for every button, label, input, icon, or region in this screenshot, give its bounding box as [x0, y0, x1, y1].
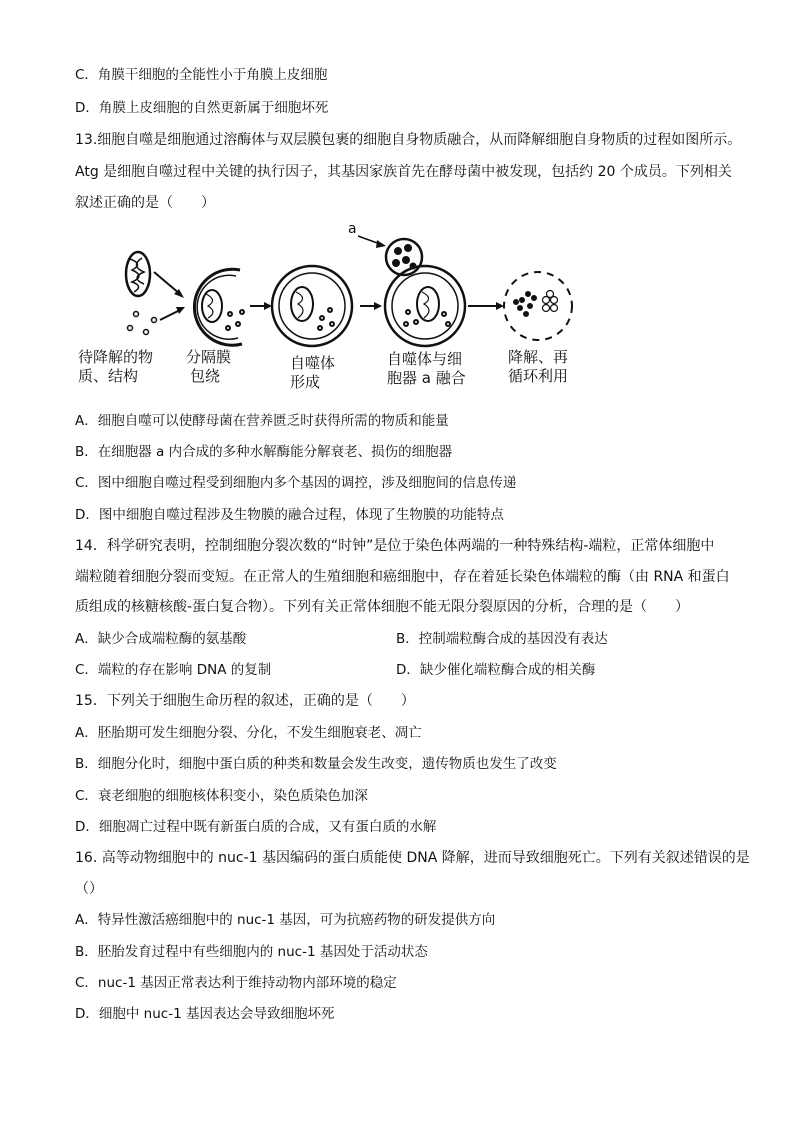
q15-option-d: D．细胞凋亡过程中既有新蛋白质的合成，又有蛋白质的水解: [75, 819, 437, 835]
q13-option-a: A．细胞自噬可以使酵母菌在营养匮乏时获得所需的物质和能量: [75, 413, 449, 429]
caption-stage-2-line-2: 包绕: [190, 367, 221, 385]
q13-stem-line-2: Atg 是细胞自噬过程中关键的执行因子，其基因家族首先在酵母菌中被发现，包括约 20 个成员。下列相关: [75, 164, 732, 180]
caption-stage-1-line-1: 待降解的物: [78, 348, 154, 366]
caption-stage-1-line-2: 质、结构: [78, 367, 139, 385]
caption-stage-3: [290, 354, 335, 392]
q13-option-b: B．在细胞器 a 内合成的多种水解酶能分解衰老、损伤的细胞器: [75, 444, 453, 460]
caption-stage-4-line-1: 自噬体与细: [387, 350, 463, 368]
q15-option-b: B．细胞分化时，细胞中蛋白质的种类和数量会发生改变，遗传物质也发生了改变: [75, 756, 557, 772]
q14-option-b: B．控制端粒酶合成的基因没有表达: [396, 631, 608, 647]
fused-autolysosome-icon: [385, 266, 465, 346]
q12-option-d: D．角膜上皮细胞的自然更新属于细胞坏死: [75, 100, 329, 116]
q13-stem-line-1: 13.细胞自噬是细胞通过溶酶体与双层膜包裹的细胞自身物质融合，从而降解细胞自身物质的过程如图所示。: [75, 132, 742, 148]
q16-option-a: A．特异性激活癌细胞中的 nuc-1 基因，可为抗癌药物的研发提供方向: [75, 912, 496, 928]
arrow-1b: [160, 310, 180, 320]
mitochondrion-icon: [126, 252, 150, 296]
q16-option-b: B．胚胎发育过程中有些细胞内的 nuc-1 基因处于活动状态: [75, 944, 428, 960]
q16-stem-line-2: （）: [75, 881, 103, 897]
q14-option-d: D．缺少催化端粒酶合成的相关酶: [396, 662, 596, 678]
q15-option-a: A．胚胎期可发生细胞分裂、分化，不发生细胞衰老、凋亡: [75, 725, 422, 741]
caption-stage-2: [186, 348, 231, 386]
caption-stage-4-line-2: 胞器 a 融合: [387, 369, 466, 387]
caption-stage-5-line-2: 循环利用: [508, 367, 569, 385]
autophagosome-icon: [272, 266, 352, 346]
caption-stage-5: [508, 348, 568, 386]
label-a: a: [348, 221, 357, 237]
isolation-membrane-icon: [194, 269, 244, 345]
q16-option-c: C．nuc-1 基因正常表达利于维持动物内部环境的稳定: [75, 975, 397, 991]
autophagy-diagram: [70, 214, 590, 394]
q16-option-d: D．细胞中 nuc-1 基因表达会导致细胞坏死: [75, 1006, 335, 1022]
q14-stem-line-2: 端粒随着细胞分裂而变短。在正常人的生殖细胞和癌细胞中，存在着延长染色体端粒的酶（由 RNA 和蛋白: [75, 569, 730, 585]
q15-stem: 15．下列关于细胞生命历程的叙述，正确的是（ ）: [75, 693, 415, 709]
arrow-1a: [154, 272, 180, 294]
caption-stage-1: [78, 348, 153, 386]
q16-stem-line-1: 16. 高等动物细胞中的 nuc-1 基因编码的蛋白质能使 DNA 降解，进而导致细胞死亡。下列有关叙述错误的是: [75, 850, 750, 866]
q14-stem-line-3: 质组成的核糖核酸-蛋白复合物）。下列有关正常体细胞不能无限分裂原因的分析，合理的是（ ）: [75, 599, 690, 615]
q15-option-c: C．衰老细胞的细胞核体积变小，染色质染色加深: [75, 788, 368, 804]
q14-option-c: C．端粒的存在影响 DNA 的复制: [75, 662, 272, 678]
q13-option-c: C．图中细胞自噬过程受到细胞内多个基因的调控，涉及细胞间的信息传递: [75, 475, 517, 491]
particles-icon: [128, 312, 157, 335]
caption-stage-5-line-1: 降解、再: [508, 348, 569, 366]
caption-stage-2-line-1: 分隔膜: [186, 348, 232, 366]
caption-stage-4: [387, 350, 466, 388]
degradation-icon: [504, 272, 572, 340]
q13-stem-line-3: 叙述正确的是（ ）: [75, 195, 215, 211]
caption-stage-3-line-1: 自噬体: [290, 354, 336, 372]
q12-option-c: C．角膜干细胞的全能性小于角膜上皮细胞: [75, 67, 328, 83]
q13-option-d: D．图中细胞自噬过程涉及生物膜的融合过程，体现了生物膜的功能特点: [75, 507, 504, 523]
q14-option-a: A．缺少合成端粒酶的氨基酸: [75, 631, 247, 647]
lysosome-icon: [386, 239, 422, 275]
caption-stage-3-line-2: 形成: [290, 373, 321, 391]
q14-stem-line-1: 14．科学研究表明，控制细胞分裂次数的“时钟”是位于染色体两端的一种特殊结构-端粒，正常体细胞中: [75, 538, 715, 554]
